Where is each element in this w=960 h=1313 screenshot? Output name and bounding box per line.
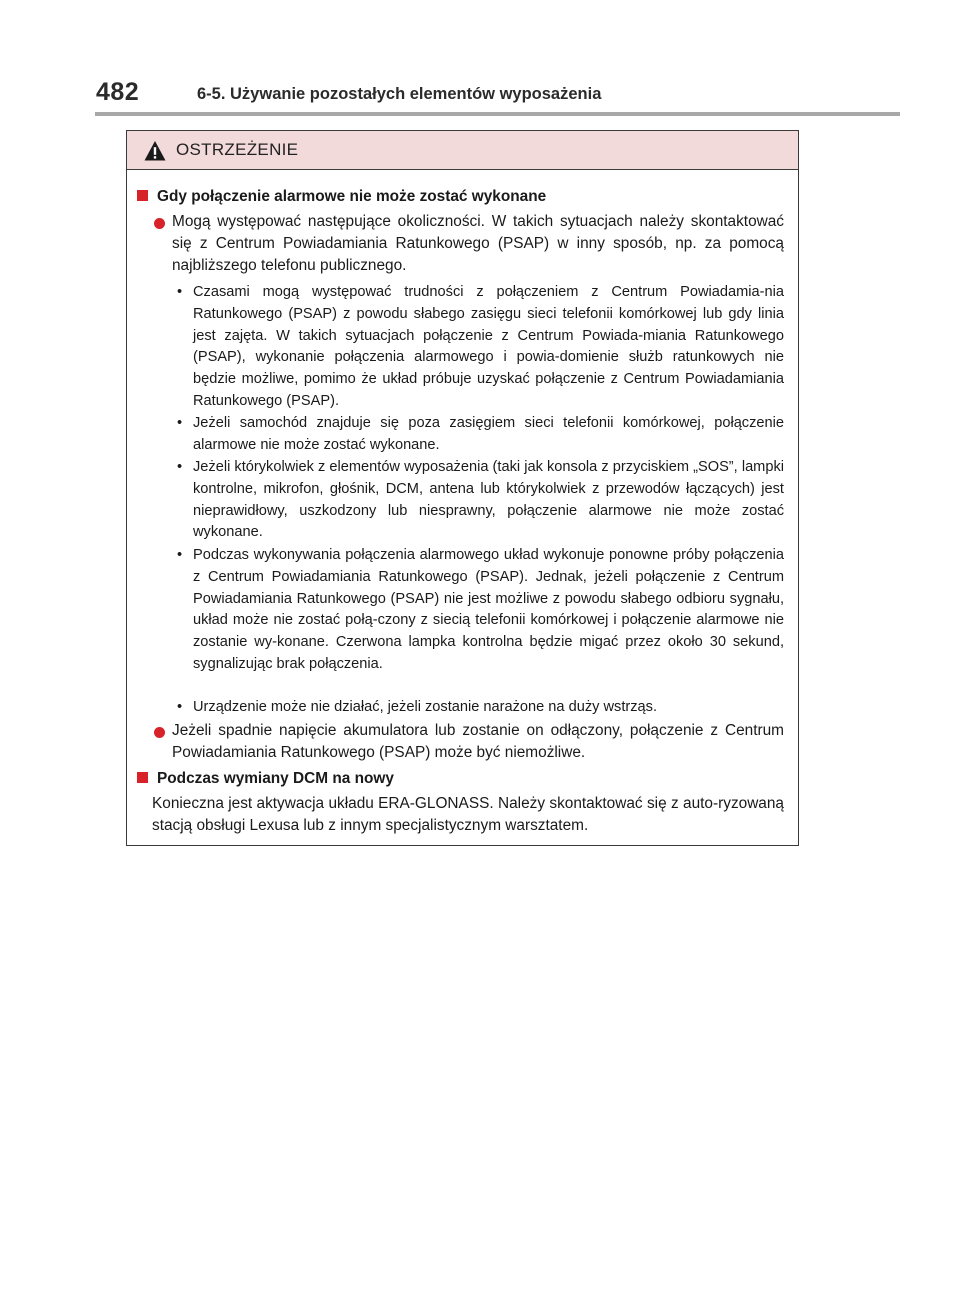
sub-list-item-text: Podczas wykonywania połączenia alarmowego układ wykonuje ponowne próby połączenia z Centrum Powiadamiania Ratunkowego (PSAP). Jednak, jeżeli połączenie z Centrum Powiadamiania Ratunkowego (PSAP) nie jest możliwe z powodu słabego odbioru sygnału, układ może nie zostać połą-czony z siecią telefonii komórkowej i połączenie alarmowe nie zostanie wy-konane. Czerwona lampka kontrolna będzie migać przez około 30 sekund, sygnalizując brak połączenia.: [193, 547, 784, 672]
section-heading: [137, 768, 394, 790]
red-dot-bullet-icon: [154, 218, 165, 229]
red-dot-bullet-icon: [154, 727, 165, 738]
bullet-icon: •: [177, 415, 183, 431]
bullet-icon: •: [177, 284, 183, 300]
bullet-icon: •: [177, 547, 183, 563]
bullet-icon: •: [177, 459, 183, 475]
paragraph: Konieczna jest aktywacja układu ERA-GLONASS. Należy skontaktować się z auto-ryzowaną stacją obsługi Lexusa lub z innym specjalistycznym warsztatem.: [152, 795, 784, 834]
section-heading: [137, 186, 546, 208]
bullet-icon: •: [177, 699, 183, 715]
sub-list-item: [177, 282, 784, 413]
red-square-bullet-icon: [137, 772, 148, 783]
header-rule: [95, 112, 900, 116]
sub-list-item-text: Jeżeli samochód znajduje się poza zasięgiem sieci telefonii komórkowej, połączenie alarmowe nie może zostać wykonane.: [193, 415, 784, 453]
sub-list-item: [177, 457, 784, 544]
sub-list-item: [177, 413, 784, 457]
warning-box: [126, 130, 799, 846]
warning-header: [127, 131, 798, 170]
warning-title: OSTRZEŻENIE: [176, 140, 299, 159]
red-square-bullet-icon: [137, 190, 148, 201]
section-title: 6-5. Używanie pozostałych elementów wyposażenia: [197, 85, 602, 103]
page-header: [96, 78, 856, 112]
section-heading-text: Gdy połączenie alarmowe nie może zostać wykonane: [157, 188, 547, 205]
sub-list-item: [177, 697, 784, 719]
sub-list-item: [177, 545, 784, 676]
section-heading-text: Podczas wymiany DCM na nowy: [157, 770, 394, 787]
sub-list-item-text: Jeżeli którykolwiek z elementów wyposażenia (taki jak konsola z przyciskiem „SOS”, lampki kontrolne, mikrofon, głośnik, DCM, antena lub którykolwiek z przewodów łączących) jest nieprawidłowy, uszkodzony lub niesprawny, połączenie alarmowe nie może zostać wykonane.: [193, 459, 784, 541]
list-item: Mogą występować następujące okoliczności. W takich sytuacjach należy skontaktować się z Centrum Powiadamiania Ratunkowego (PSAP) w inny sposób, np. za pomocą najbliższego telefonu publicznego.: [172, 213, 784, 274]
warning-triangle-icon: [144, 140, 166, 162]
sub-list-item-text: Urządzenie może nie działać, jeżeli zostanie narażone na duży wstrząs.: [193, 699, 657, 715]
sub-list-item-text: Czasami mogą występować trudności z połączeniem z Centrum Powiadamia-nia Ratunkowego (PSAP) z powodu słabego zasięgu sieci telefonii komórkowej lub gdy linia jest zajęta. W takich sytuacjach połączenie z Centrum Powiada-miania Ratunkowego (PSAP), wykonanie połączenia alarmowego i powia-domienie służb ratunkowych nie będzie możliwe, pomimo że układ próbuje uzyskać połączenie z Centrum Powiadamiania Ratunkowego (PSAP).: [193, 284, 784, 409]
page-number: 482: [96, 78, 140, 106]
list-item: Jeżeli spadnie napięcie akumulatora lub zostanie on odłączony, połączenie z Centrum Powiadamiania Ratunkowego (PSAP) może być niemożliwe.: [172, 722, 784, 761]
